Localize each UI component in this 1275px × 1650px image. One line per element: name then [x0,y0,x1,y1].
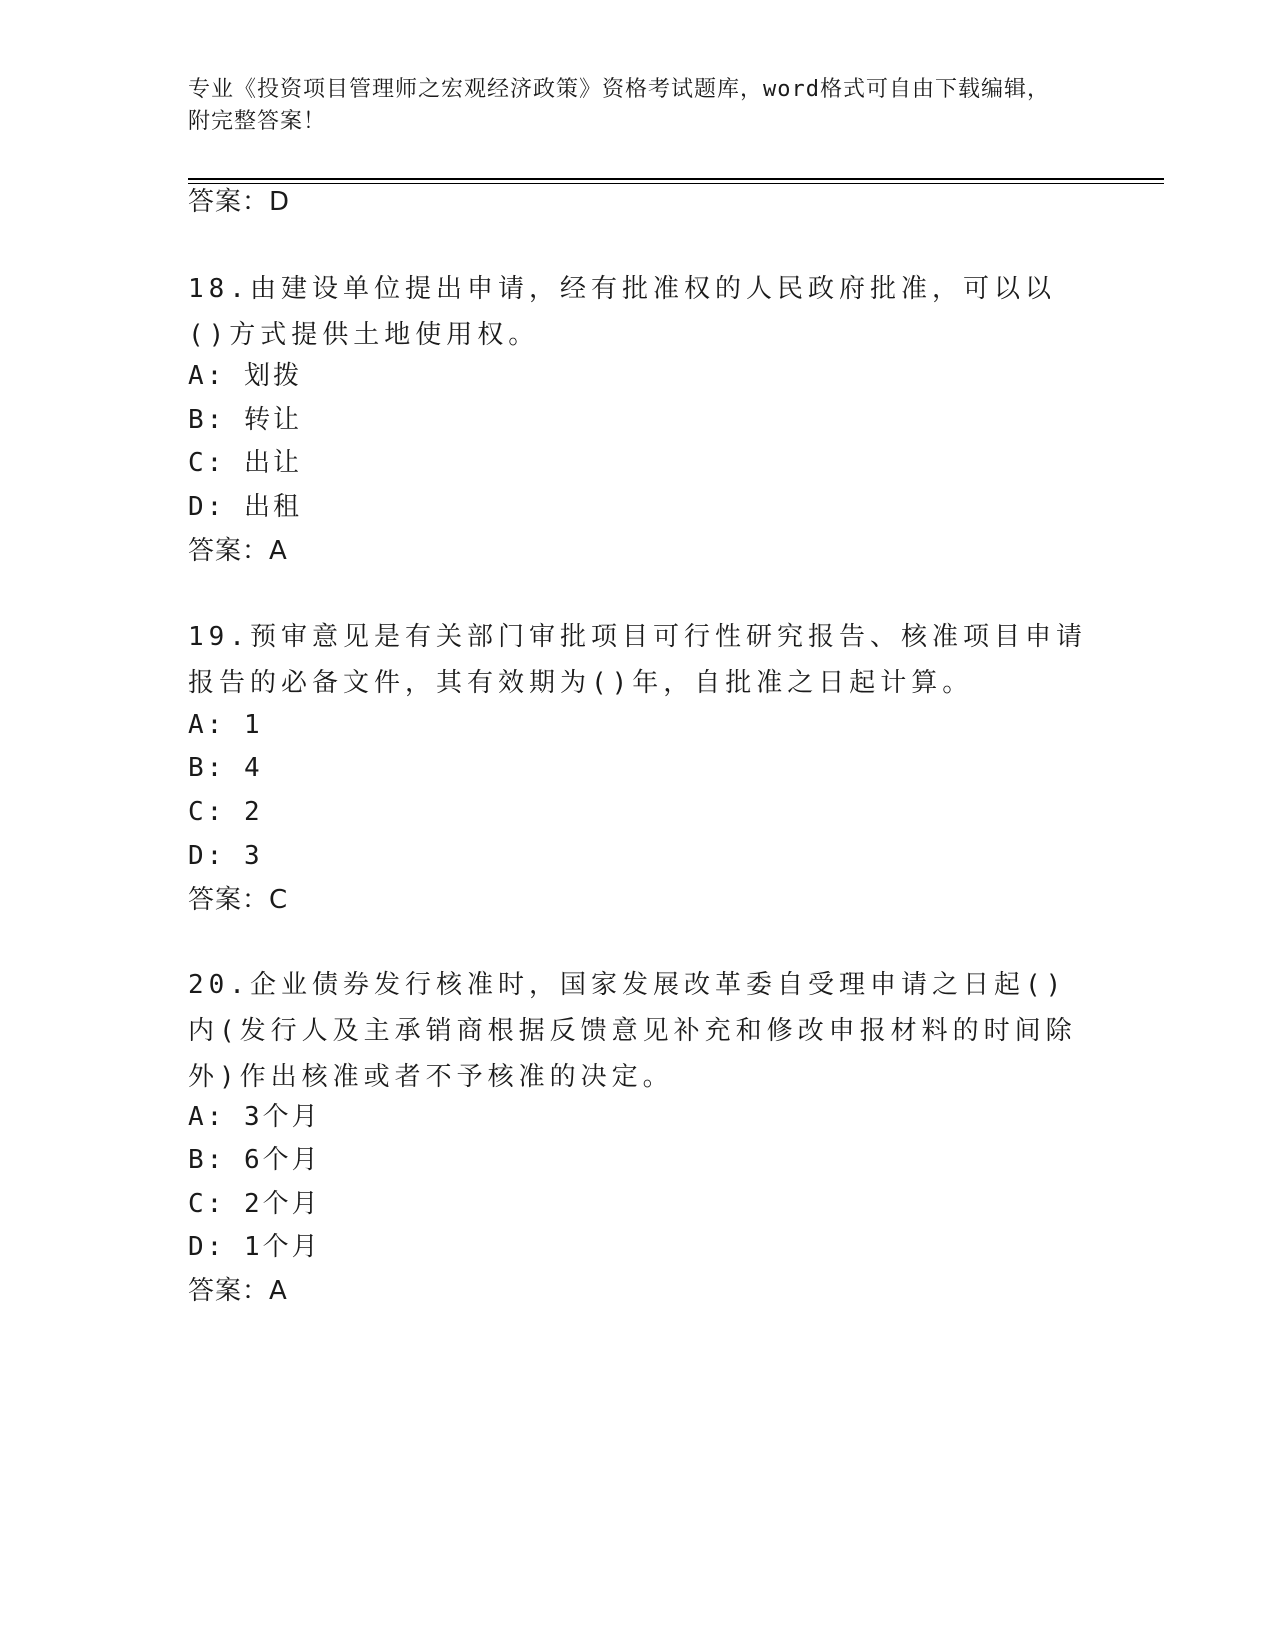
question-20-option-c: C: 2个月 [188,1189,321,1219]
question-18-text: 18.由建设单位提出申请，经有批准权的人民政府批准，可以以()方式提供土地使用权。 [188,274,1056,350]
question-19-option-a: A: 1 [188,710,263,740]
question-20-option-d: D: 1个月 [188,1232,321,1262]
question-20-text: 20.企业债券发行核准时，国家发展改革委自受理申请之日起()内(发行人及主承销商根据反馈意见补充和修改申报材料的时间除外)作出核准或者不予核准的决定。 [188,970,1077,1092]
header-divider-thin [188,183,1164,184]
question-18-option-a: A: 划拨 [188,361,302,391]
question-20-option-a: A: 3个月 [188,1102,321,1132]
question-18-option-d: D: 出租 [188,492,302,522]
question-18-answer: 答案：A [188,536,288,566]
header-divider-thick [188,178,1164,180]
question-19-answer: 答案：C [188,885,289,915]
question-19-text: 19.预审意见是有关部门审批项目可行性研究报告、核准项目申请报告的必备文件，其有效期为()年，自批准之日起计算。 [188,622,1087,698]
question-20-answer: 答案：A [188,1276,288,1306]
question-20-option-b: B: 6个月 [188,1145,321,1175]
question-19-option-b: B: 4 [188,753,263,783]
question-18-option-b: B: 转让 [188,405,302,435]
previous-answer: 答案：D [188,187,291,217]
document-header: 专业《投资项目管理师之宏观经济政策》资格考试题库，word格式可自由下载编辑，附完整答案！ [188,77,1050,134]
question-18-option-c: C: 出让 [188,448,302,478]
question-19-option-c: C: 2 [188,797,263,827]
question-19-option-d: D: 3 [188,841,263,871]
